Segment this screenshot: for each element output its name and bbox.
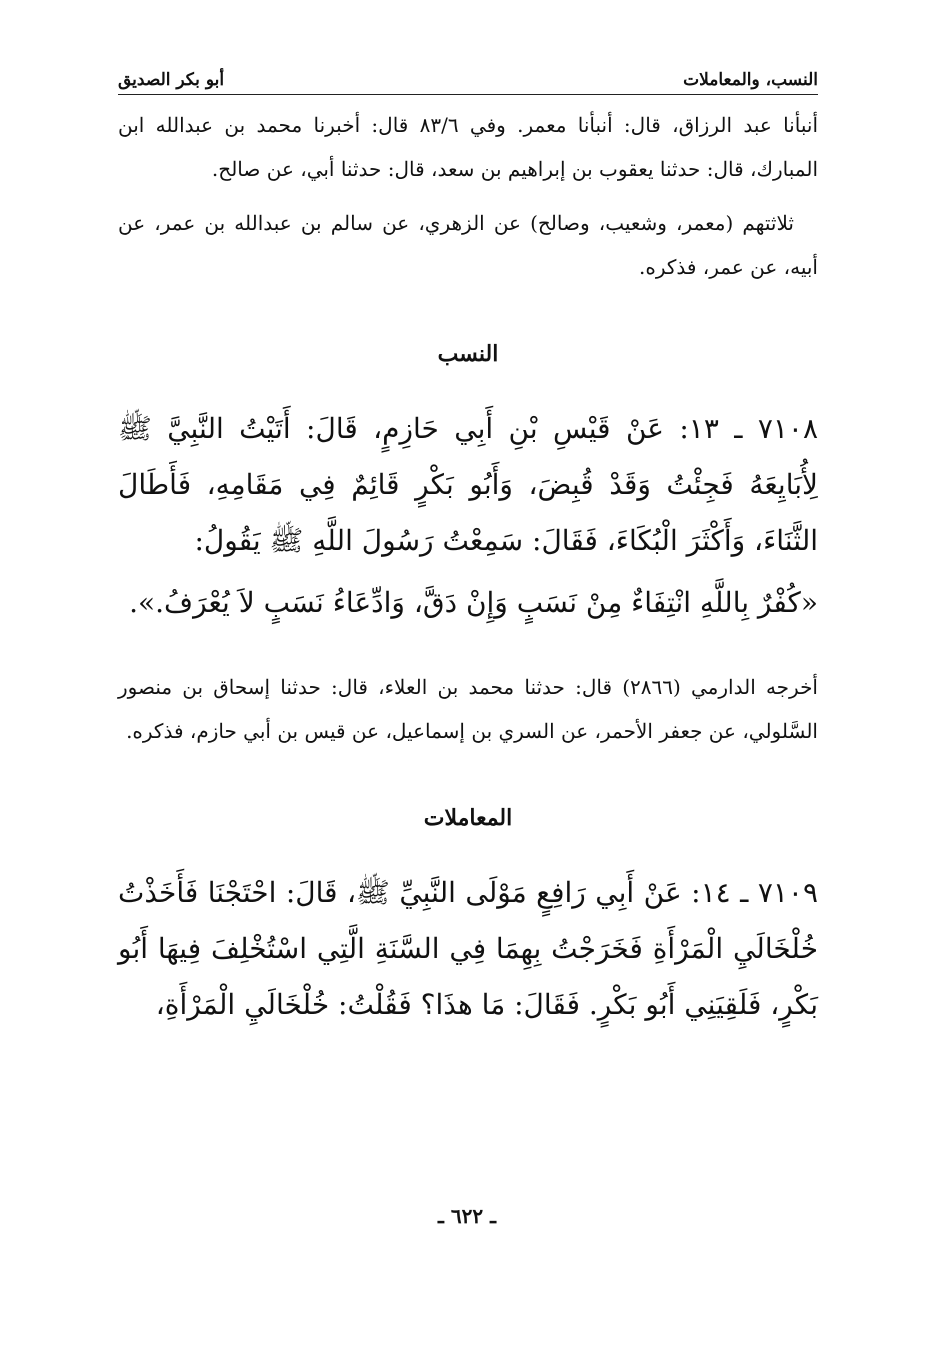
paragraph-isnad-2: ثلاثتهم (معمر، وشعيب، وصالح) عن الزهري، عن سالم بن عبدالله بن عمر، عن أبيه، عن عمر، فذكره. — [118, 211, 818, 279]
paragraph-isnad-1: أنبأنا عبد الرزاق، قال: أنبأنا معمر. وفي ٨٣/٦ قال: أخبرنا محمد بن عبدالله ابن المبارك، قال: حدثنا يعقوب بن إبراهيم بن سعد، قال: حدثنا أبي، عن صالح. — [118, 113, 818, 181]
header-book: أبو بكر الصديق — [118, 70, 225, 90]
page-number: ـ ٦٢٢ ـ — [438, 1204, 496, 1228]
takhrij-note-7108: أخرجه الدارمي (٢٨٦٦) قال: حدثنا محمد بن العلاء، قال: حدثنا إسحاق بن منصور السَّلولي، عن جعفر الأحمر، عن السري بن إسماعيل، عن قيس بن أبي حازم، فذكره. — [118, 675, 818, 743]
running-header — [118, 70, 818, 95]
hadith-7109: ٧١٠٩ ـ ١٤: عَنْ أَبِي رَافِعٍ مَوْلَى النَّبِيِّ ﷺ، قَالَ: احْتَجْنَا فَأَخَذْتُ خُلْخَالَيِ الْمَرْأَةِ فَخَرَجْتُ بِهِمَا فِي السَّنَةِ الَّتِي اسْتُخْلِفَ فِيهَا أَبُو بَكْرٍ، فَلَقِيَنِي أَبُو بَكْرٍ. فَقَالَ: مَا هذَا؟ فَقُلْتُ: خُلْخَالَيِ الْمَرْأَةِ، — [118, 876, 818, 1021]
section-title-nasab: النسب — [437, 341, 499, 367]
header-chapter: النسب، والمعاملات — [683, 70, 818, 90]
section-title-muamalat: المعاملات — [423, 805, 513, 831]
hadith-7108-quote: «كُفْرٌ بِاللَّهِ انْتِفَاءٌ مِنْ نَسَبٍ وَإِنْ دَقَّ، وَادِّعَاءُ نَسَبٍ لاَ يُعْرَفُ.». — [129, 586, 818, 619]
page-body — [118, 70, 818, 1033]
hadith-7108: ٧١٠٨ ـ ١٣: عَنْ قَيْسِ بْنِ أَبِي حَازِمٍ، قَالَ: أَتَيْتُ النَّبِيَّ ﷺ لِأُبَايِعَهُ فَجِئْتُ وَقَدْ قُبِضَ، وَأَبُو بَكْرٍ قَائِمٌ فِي مَقَامِهِ، فَأَطَالَ الثَّنَاءَ، وَأَكْثَرَ الْبُكَاءَ، فَقَالَ: سَمِعْتُ رَسُولَ اللَّهِ ﷺ يَقُولُ: — [118, 412, 818, 557]
